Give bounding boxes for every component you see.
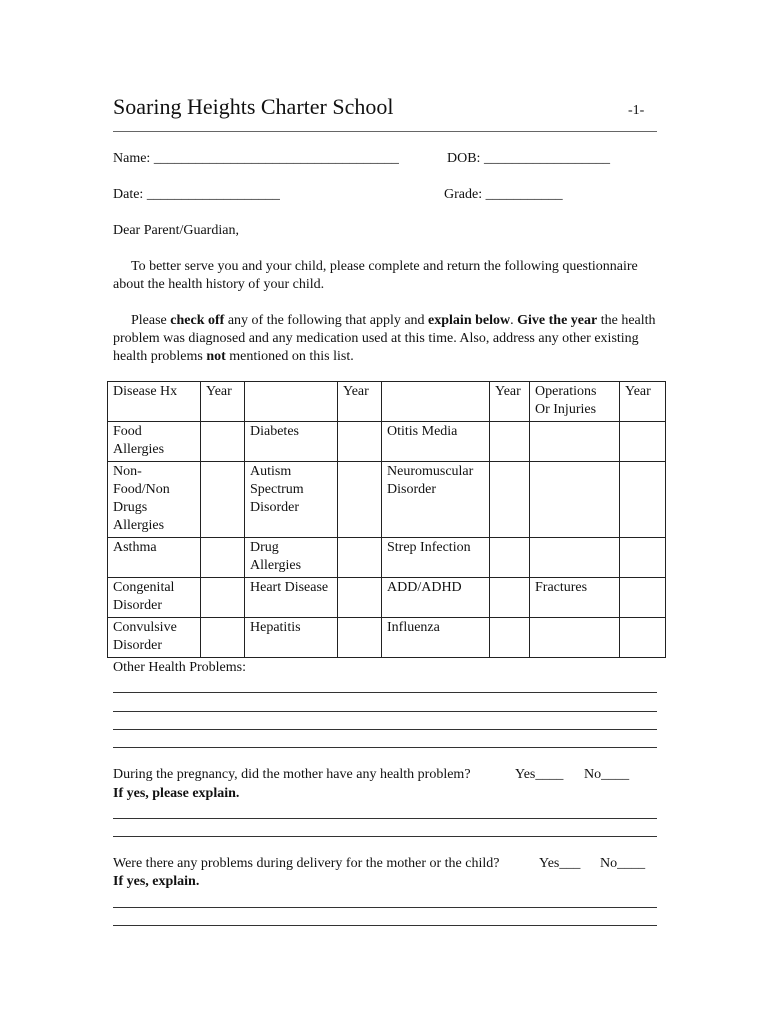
page-number: -1-: [628, 103, 645, 118]
year-cell[interactable]: [201, 578, 245, 618]
disease-cell: Otitis Media: [382, 422, 490, 462]
pregnancy-no-field[interactable]: No____: [584, 767, 630, 782]
answer-line[interactable]: [113, 692, 657, 693]
disease-cell: ADD/ADHD: [382, 578, 490, 618]
disease-cell: [530, 618, 620, 658]
date-field[interactable]: Date: ___________________: [113, 187, 280, 202]
table-row: [108, 578, 666, 618]
delivery-no-field[interactable]: No____: [600, 856, 646, 871]
disease-cell: [530, 462, 620, 538]
header-cell: [245, 382, 338, 422]
disease-cell: Autism Spectrum Disorder: [245, 462, 338, 538]
table-row: [108, 538, 666, 578]
other-health-label: Other Health Problems:: [113, 660, 246, 675]
year-cell[interactable]: [490, 618, 530, 658]
year-cell[interactable]: [338, 422, 382, 462]
year-cell[interactable]: [490, 578, 530, 618]
table-row: [108, 422, 666, 462]
year-cell[interactable]: [620, 578, 666, 618]
name-field[interactable]: Name: ___________________________________: [113, 151, 399, 166]
table-row: [108, 462, 666, 538]
year-cell[interactable]: [201, 538, 245, 578]
grade-field[interactable]: Grade: ___________: [444, 187, 563, 202]
pregnancy-followup: If yes, please explain.: [113, 786, 240, 801]
header-cell: Operations Or Injuries: [530, 382, 620, 422]
year-cell[interactable]: [201, 618, 245, 658]
disease-cell: Strep Infection: [382, 538, 490, 578]
year-cell[interactable]: [620, 422, 666, 462]
answer-line[interactable]: [113, 818, 657, 819]
instructions-paragraph: Please check off any of the following that apply and explain below. Give the year the health problem was diagnosed and any medication used at this time. Also, address any other existing health problems not mentioned on this list.: [113, 313, 656, 364]
header-cell: Year: [338, 382, 382, 422]
year-cell[interactable]: [201, 462, 245, 538]
pregnancy-yes-field[interactable]: Yes____: [515, 767, 564, 782]
year-cell[interactable]: [338, 538, 382, 578]
answer-line[interactable]: [113, 729, 657, 730]
year-cell[interactable]: [338, 578, 382, 618]
answer-line[interactable]: [113, 925, 657, 926]
header-cell: Year: [490, 382, 530, 422]
disease-cell: Diabetes: [245, 422, 338, 462]
disease-cell: Fractures: [530, 578, 620, 618]
disease-cell: Congenital Disorder: [108, 578, 201, 618]
disease-cell: [530, 422, 620, 462]
year-cell[interactable]: [620, 462, 666, 538]
disease-cell: Hepatitis: [245, 618, 338, 658]
delivery-yes-field[interactable]: Yes___: [539, 856, 581, 871]
delivery-question: Were there any problems during delivery for the mother or the child?: [113, 856, 500, 871]
answer-line[interactable]: [113, 711, 657, 712]
header-cell: [382, 382, 490, 422]
disease-cell: Heart Disease: [245, 578, 338, 618]
disease-cell: Asthma: [108, 538, 201, 578]
header-cell: Year: [201, 382, 245, 422]
delivery-followup: If yes, explain.: [113, 874, 200, 889]
year-cell[interactable]: [338, 618, 382, 658]
disease-cell: Non-Food/Non Drugs Allergies: [108, 462, 201, 538]
school-title: Soaring Heights Charter School: [113, 94, 394, 119]
salutation: Dear Parent/Guardian,: [113, 223, 239, 238]
year-cell[interactable]: [490, 538, 530, 578]
year-cell[interactable]: [620, 538, 666, 578]
year-cell[interactable]: [201, 422, 245, 462]
disease-history-table: [107, 381, 666, 658]
header-cell: Disease Hx: [108, 382, 201, 422]
answer-line[interactable]: [113, 747, 657, 748]
disease-cell: Food Allergies: [108, 422, 201, 462]
answer-line[interactable]: [113, 836, 657, 837]
disease-cell: Convulsive Disorder: [108, 618, 201, 658]
table-row: [108, 618, 666, 658]
header-rule: [113, 131, 657, 132]
intro-paragraph: To better serve you and your child, please complete and return the following questionnaire about the health history of your child.: [113, 259, 638, 292]
year-cell[interactable]: [490, 462, 530, 538]
year-cell[interactable]: [338, 462, 382, 538]
answer-line[interactable]: [113, 907, 657, 908]
disease-cell: Drug Allergies: [245, 538, 338, 578]
year-cell[interactable]: [620, 618, 666, 658]
table-header-row: [108, 382, 666, 422]
dob-field[interactable]: DOB: __________________: [447, 151, 610, 166]
disease-cell: [530, 538, 620, 578]
pregnancy-question: During the pregnancy, did the mother have any health problem?: [113, 767, 471, 782]
year-cell[interactable]: [490, 422, 530, 462]
header-cell: Year: [620, 382, 666, 422]
disease-cell: Neuromuscular Disorder: [382, 462, 490, 538]
disease-cell: Influenza: [382, 618, 490, 658]
